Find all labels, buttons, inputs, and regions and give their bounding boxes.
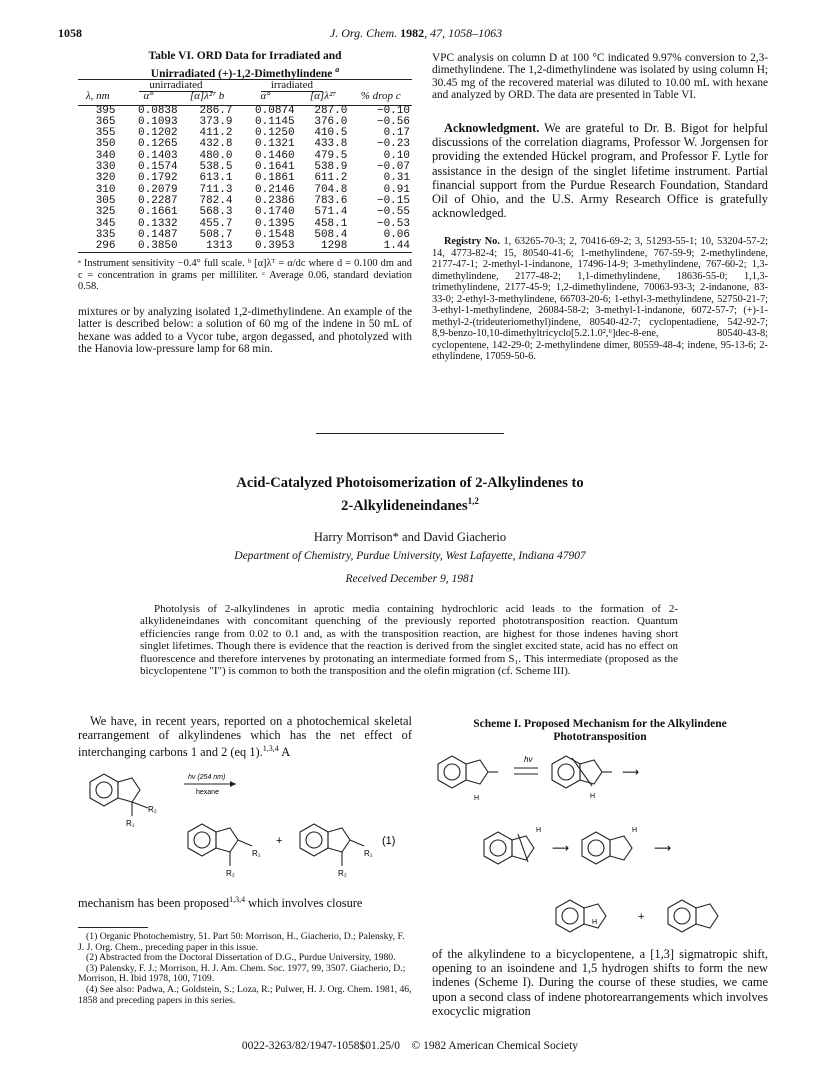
scheme-arrow-3: ⟶ (654, 841, 672, 855)
table-row (78, 241, 412, 253)
plus-sign: + (276, 835, 283, 847)
acknowledgment: Acknowledgment. We are grateful to Dr. B. Bigot for helpful discussions of the correlation diagrams, Professor W. Jorgensen for providing the extended Hückel program, and Professor F. Lytle for assistance in the design of the singlet lifetime instrument. Partial financial support from the Purdue Research Foundation, Standard Oil of Ohio, and the U.S. Army Research Office is gratefully acknowledged. (432, 121, 768, 221)
svg-text:H: H (536, 827, 542, 834)
table-cell: 0.2287 (138, 194, 178, 207)
svg-text:H: H (632, 827, 638, 834)
table-cell: 458.1 (314, 217, 348, 230)
svg-text:R₂: R₂ (226, 869, 235, 878)
table-cell: 0.1792 (138, 172, 178, 185)
table-row (78, 139, 412, 150)
vpc-paragraph: VPC analysis on column D at 100 °C indicated 9.97% conversion to 2,3-dimethylindene. The 1,2-dimethylindene was isolated by using column H; 30.45 mg of the recovered material was diluted to 10.00 mL with hexane and analyzed by ORD. The data are presented in Table VI. (432, 52, 768, 101)
eq-r1-label: R₁ (126, 819, 135, 828)
table-cell: 410.5 (314, 127, 348, 140)
table-cell: 538.9 (314, 161, 348, 174)
table-row (78, 196, 412, 207)
table-row (78, 207, 412, 218)
group-irradiated: irradiated (234, 80, 349, 92)
table-cell: 0.1265 (138, 138, 178, 151)
table-cell: 1298 (297, 241, 350, 253)
solvent-label: hexane (196, 789, 219, 796)
table-cell: 568.3 (199, 206, 233, 219)
table-cell: 0.1145 (255, 115, 295, 128)
table-cell: 286.7 (199, 104, 233, 117)
table-cell: 0.1861 (255, 172, 295, 185)
table-row (78, 230, 412, 241)
footnote-2: (2) Abstracted from the Doctoral Dissertation of D.G., Purdue University, 1980. (86, 952, 396, 964)
column-header: [α]λ²⁷ b (180, 91, 235, 105)
table-cell: 296 (78, 241, 118, 253)
table-cell: 310 (95, 183, 116, 196)
svg-text:R₁: R₁ (364, 849, 373, 858)
table-cell: 0.10 (383, 149, 410, 162)
table-cell: 0.2146 (255, 183, 295, 196)
table-cell: 0.1250 (255, 127, 295, 140)
table-cell: −0.23 (376, 138, 410, 151)
table-row (78, 219, 412, 230)
svg-text:H: H (590, 793, 596, 800)
table-cell: 325 (95, 206, 116, 219)
equation-1 (78, 760, 412, 890)
mechanism-sentence: mechanism has been proposed$^{1,3,4}$ which involves closure (78, 895, 363, 911)
footnote-rule (78, 927, 148, 928)
table-cell: 433.8 (314, 138, 348, 151)
svg-text:H: H (474, 795, 480, 802)
table-row (78, 117, 412, 128)
table-row (78, 128, 412, 139)
table-cell: 395 (95, 104, 116, 117)
authors: Harry Morrison* and David Giacherio (313, 530, 507, 544)
table-cell: 0.06 (383, 228, 410, 241)
footnote-1: (1) Organic Photochemistry, 51. Part 50: Morrison, H., Giacherio, D.; Palensky, F. J. J. Org. Chem., preceding paper in this issue. (78, 931, 405, 953)
footnote-4: (4) See also: Padwa, A.; Goldstein, S.; Loza, R.; Pulwer, H. J. Org. Chem. 1981, 46, 1858 and preceding papers in this series. (78, 983, 412, 1006)
table-cell: 0.1460 (255, 149, 295, 162)
abstract: Photolysis of 2-alkylindenes in aprotic media containing hydrochloric acid leads to the formation of 2-alkylideneindanes with concomitant quenching of the previously reported phototransposition reaction. Quantum efficiencies range from 0.02 to 0.1 and, as with the transposition reaction, are highest for those indenes having short singlet lifetimes. Though there is evidence that the reaction is derived from the singlet excited state, acid has no effect on fluorescence and therefore intervenes by protonating an intermediate formed from S₁. This intermediate (proposed as the bicyclopentene "I") is common to both the transposition and the olefin migration (cf. Scheme III). (140, 603, 678, 678)
registry-numbers: Registry No. 1, 63265-70-3; 2, 70416-69-2; 3, 51293-55-1; 10, 53204-57-2; 14, 4773-82-4; 15, 80540-41-6; 1-methylindene, 767-59-9; 2-methylindene, 2177-47-1; 2-methyl-1-indanone, 17496-14-9; 3-methylindene, 767-60-2; 1,3-dimethylindene, 2177-48-2; 1,1-dimethylindene, 18636-55-0; 1,1,3-trimethylindene, 2177-45-9; 1,2-dimethylindene, 70063-93-3; 2-indanone, 83-33-0; 2-ethyl-3-methylindene, 66703-20-6; 1-ethyl-3-methylindene, 52750-21-7; 3-ethyl-1-methylindene, 26084-58-2; 3-methyl-1-indanone, 6072-57-7; (+)-1-methyl-2-(trideuteriomethyl)indene, 80540-42-7; cyclopentadiene, 542-92-7; 8,9-benzo-10,10-dimethyltricyclo[5.2.1.0²,⁶]dec-8-ene, 80540-43-8; cyclopentene, 142-29-0; 2-methylindene dimer, 80559-48-4; indene, 95-13-6; 2-ethylindene, 17059-50-6. (432, 236, 769, 362)
indene-reactant (90, 774, 148, 816)
table-cell: 432.8 (199, 138, 233, 151)
table-cell: 1313 (180, 241, 235, 253)
table-cell: 345 (95, 217, 116, 230)
table-cell: 287.0 (314, 104, 348, 117)
table-cell: 340 (95, 149, 116, 162)
table-cell: 411.2 (199, 127, 233, 140)
intro-paragraph: We have, in recent years, reported on a photochemical skeletal rearrangement of alkylindenes which has the net effect of interchanging carbons 1 and 2 (eq 1).$^{1,3,4}$ A (78, 714, 412, 760)
column-header: α° (234, 91, 296, 105)
scheme-plus: + (638, 911, 645, 923)
table-cell: 0.0838 (138, 104, 178, 117)
table-cell: 508.7 (199, 228, 233, 241)
table-cell: 0.17 (383, 127, 410, 140)
table-cell: 783.6 (314, 194, 348, 207)
eq-r2-label: R₂ (148, 805, 157, 814)
svg-text:H: H (592, 919, 598, 926)
table-cell: 373.9 (199, 115, 233, 128)
table-cell: 350 (95, 138, 116, 151)
table-cell: 0.1574 (138, 161, 178, 174)
scheme-title: Scheme I. Proposed Mechanism for the Alkylindene Phototransposition (473, 718, 727, 743)
table-row (78, 173, 412, 184)
table-cell: 0.0874 (255, 104, 295, 117)
product-2 (300, 824, 364, 866)
table-cell: 538.5 (199, 161, 233, 174)
table-cell: 0.31 (383, 172, 410, 185)
continuation-paragraph: of the alkylindene to a bicyclopentene, a [1,3] sigmatropic shift, opening to an isoindene and 1,5 hydrogen shifts to form the new indenes (Scheme I). During the course of these studies, we came upon a second class of indene photorearrangements which involves exocyclic migration (432, 947, 768, 1018)
table-cell: 711.3 (199, 183, 233, 196)
ord-table (78, 79, 412, 253)
table-row (78, 185, 412, 196)
table-cell: 355 (95, 127, 116, 140)
table-row (78, 105, 412, 117)
table-cell: 305 (95, 194, 116, 207)
table-cell: 0.1740 (255, 206, 295, 219)
table-cell: 0.3850 (118, 241, 180, 253)
journal-citation: J. Org. Chem. 1982, 47, 1058–1063 (329, 26, 503, 40)
column-header: % drop c (349, 91, 412, 105)
table-cell: 782.4 (199, 194, 233, 207)
table-cell: 0.1487 (138, 228, 178, 241)
table-cell: 0.1661 (138, 206, 178, 219)
table-row (78, 162, 412, 173)
table-cell: −0.53 (376, 217, 410, 230)
received-date: Received December 9, 1981 (345, 573, 475, 585)
table-cell: 571.4 (314, 206, 348, 219)
scheme-1 (432, 748, 768, 940)
affiliation: Department of Chemistry, Purdue University, West Lafayette, Indiana 47907 (234, 550, 586, 562)
table-cell: 0.1395 (255, 217, 295, 230)
table-cell: −0.56 (376, 115, 410, 128)
table-cell: 508.4 (314, 228, 348, 241)
table-cell: 0.1332 (138, 217, 178, 230)
table-row (78, 151, 412, 162)
table-cell: 479.5 (314, 149, 348, 162)
page-number: 1058 (58, 26, 82, 40)
hv-label: hν (254 nm) (188, 774, 226, 781)
table-cell: 611.2 (314, 172, 348, 185)
table-cell: 613.1 (199, 172, 233, 185)
page-footer: 0022-3263/82/1947-1058$01.25/0 © 1982 American Chemical Society (241, 1040, 579, 1052)
scheme-hv-label: hν (524, 755, 533, 764)
table-cell: 330 (95, 161, 116, 174)
column-header: α° (118, 91, 180, 105)
table-cell: 335 (95, 228, 116, 241)
table-cell: 455.7 (199, 217, 233, 230)
table-cell: 0.1093 (138, 115, 178, 128)
column-header: [α]λ²⁷ (297, 91, 350, 105)
table-cell: 0.1321 (255, 138, 295, 151)
table-cell: 0.1548 (255, 228, 295, 241)
table-title: Table VI. ORD Data for Irradiated and Unirradiated (+)-1,2-Dimethylindene $^a$ (148, 50, 342, 80)
table-cell: 1.44 (349, 241, 412, 253)
table-cell: −0.07 (376, 161, 410, 174)
equation-number: (1) (382, 835, 396, 847)
page-header (58, 26, 774, 42)
table-cell: 0.2079 (138, 183, 178, 196)
experimental-paragraph: mixtures or by analyzing isolated 1,2-dimethylindene. An example of the latter is described below: a solution of 60 mg of the indene in 50 mL of hexane was added to a Vycor tube, argon degassed, and photolyzed with the Hanovia low-pressure lamp for 68 min. (78, 306, 412, 355)
table-cell: −0.15 (376, 194, 410, 207)
table-cell: 0.2386 (255, 194, 295, 207)
table-cell: 0.1641 (255, 161, 295, 174)
table-cell: 480.0 (199, 149, 233, 162)
product-1 (188, 824, 252, 866)
footnotes (78, 932, 412, 1006)
table-cell: 376.0 (314, 115, 348, 128)
table-cell: −0.10 (376, 104, 410, 117)
table-footnote: ᵃ Instrument sensitivity −0.4° full scale. ᵇ [α]λᵀ = α/dc where d = 0.100 dm and c = concentration in grams per milliliter. ᶜ Average 0.06, standard deviation 0.58. (78, 258, 412, 292)
table-cell: 0.1403 (138, 149, 178, 162)
scheme-arrow-2: ⟶ (552, 841, 570, 855)
table-cell: −0.55 (376, 206, 410, 219)
svg-text:R₂: R₂ (338, 869, 347, 878)
table-cell: 704.8 (314, 183, 348, 196)
column-header: λ, nm (78, 91, 118, 105)
table-cell: 0.3953 (234, 241, 296, 253)
section-divider (316, 433, 504, 434)
footnote-3: (3) Palensky, F. J.; Morrison, H. J. Am. Chem. Soc. 1977, 99, 3507. Giacherio, D.; Morrison, H. Ibid 1978, 100, 7109. (78, 962, 406, 985)
table-cell: 320 (95, 172, 116, 185)
table-cell: 365 (95, 115, 116, 128)
table-cell: 0.91 (383, 183, 410, 196)
article-title: Acid-Catalyzed Photoisomerization of 2-Alkylindenes to 2-Alkylideneindanes$^{1,2}$ (236, 475, 584, 514)
table-cell: 0.1202 (138, 127, 178, 140)
scheme-arrow-1: ⟶ (622, 765, 640, 779)
svg-text:R₁: R₁ (252, 849, 261, 858)
group-unirradiated: unirradiated (118, 80, 235, 92)
